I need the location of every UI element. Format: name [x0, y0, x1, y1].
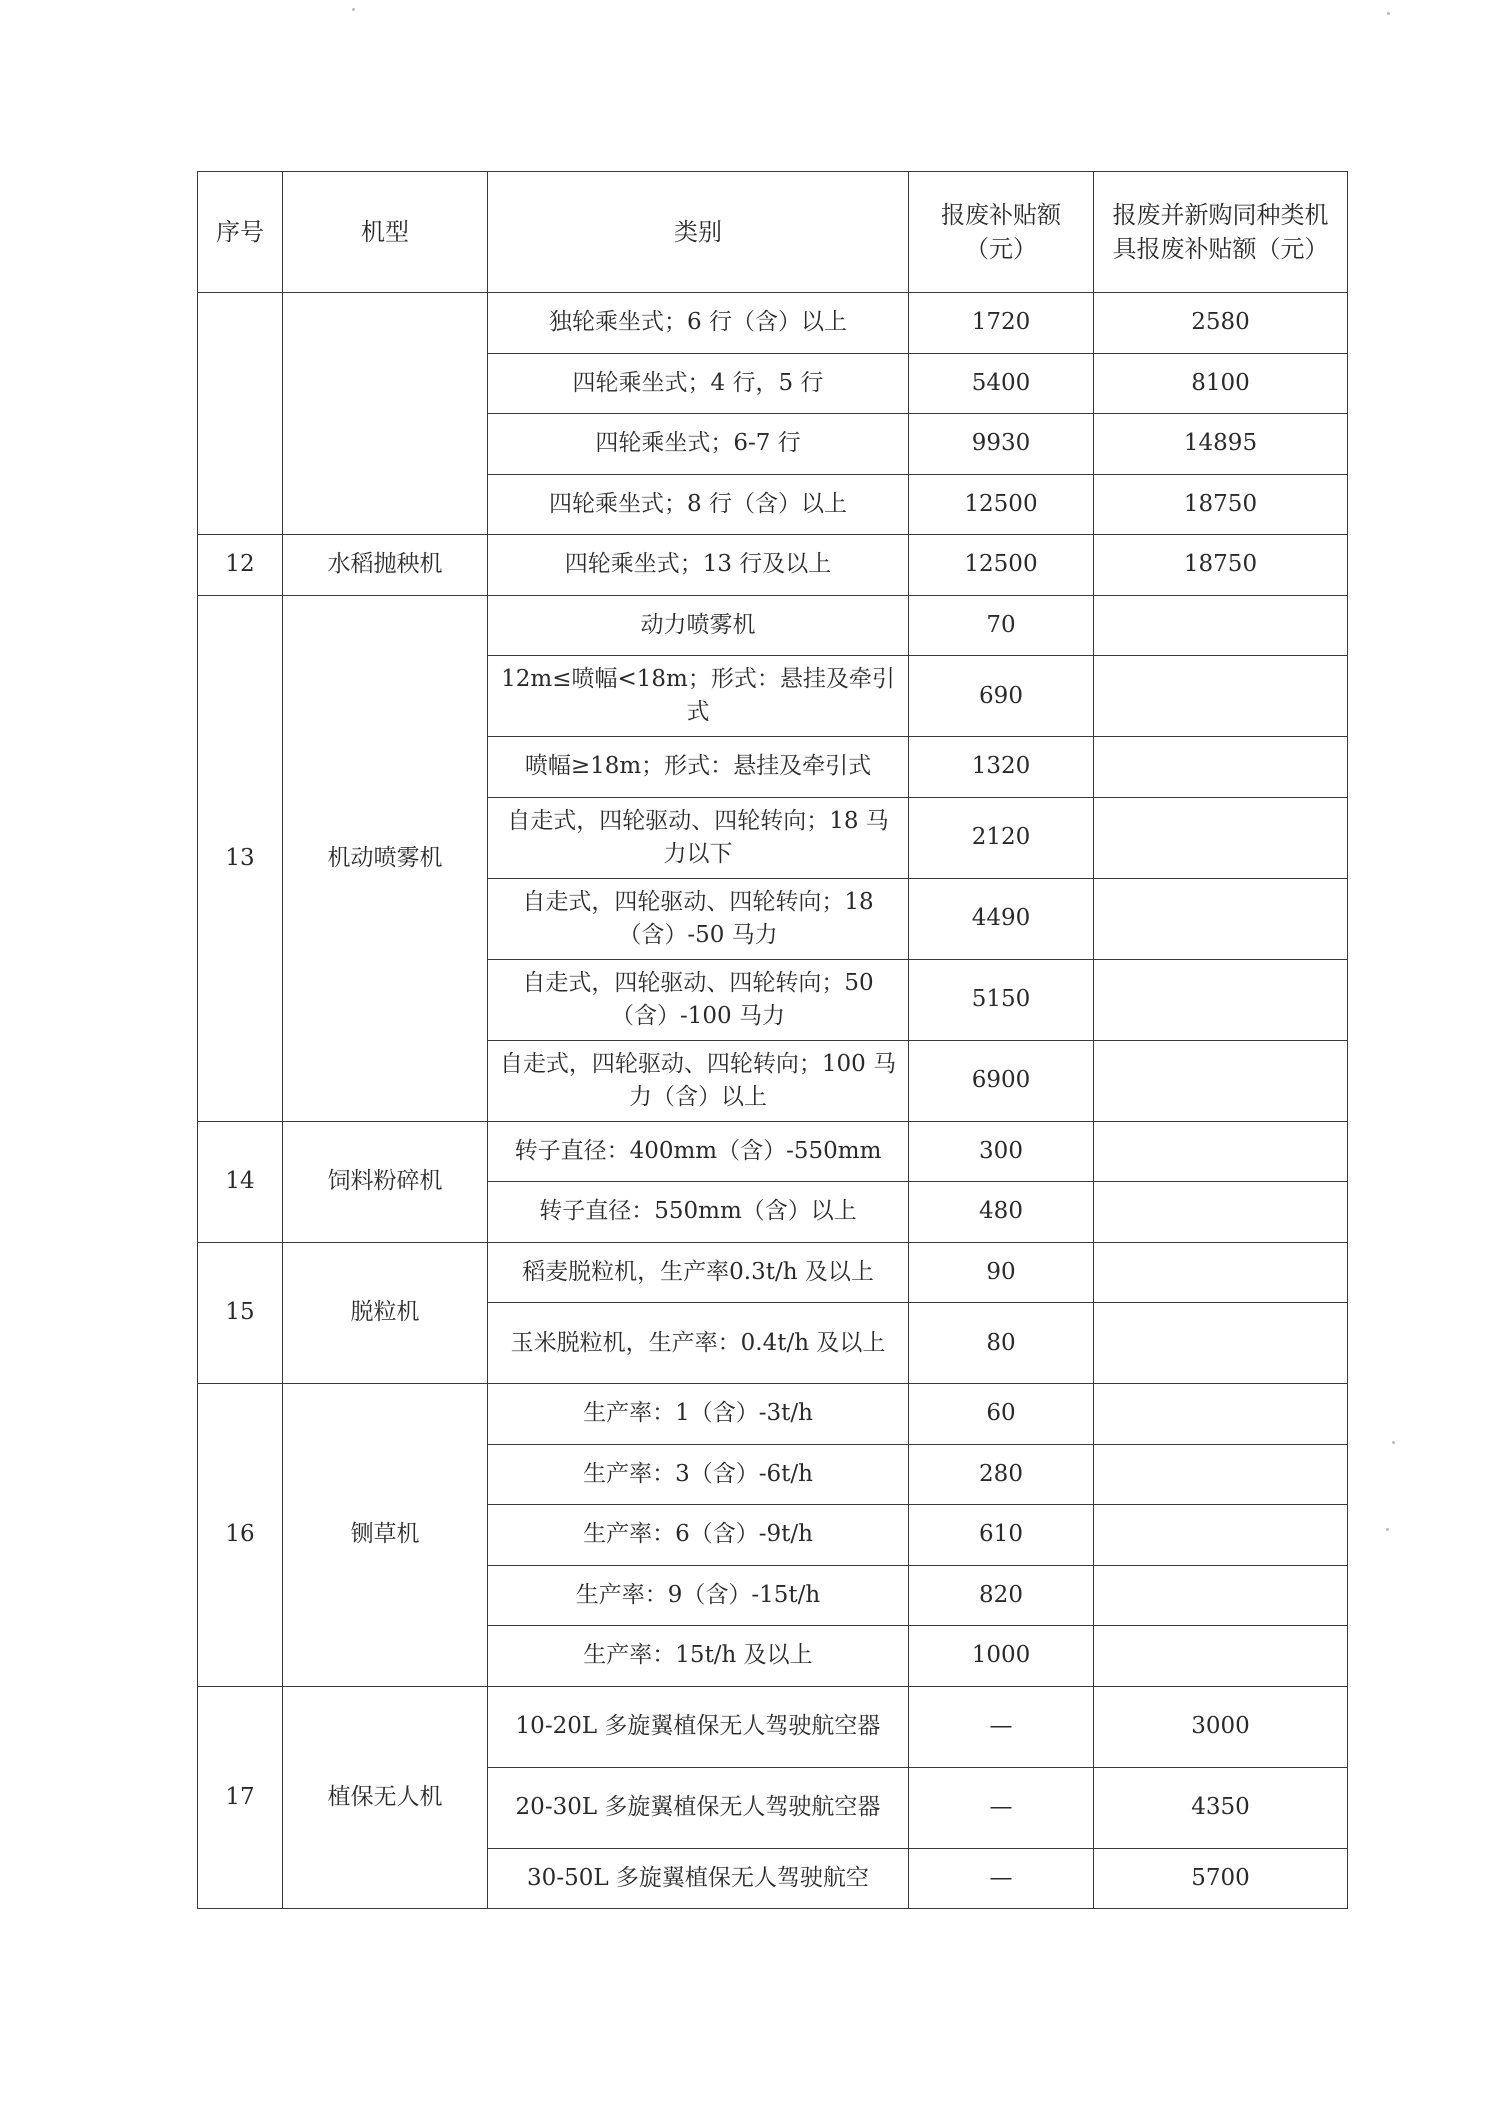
- table-row: [198, 595, 1348, 656]
- row-new: 18750: [1094, 474, 1348, 535]
- row-new: [1094, 1182, 1348, 1243]
- row-category: 四轮乘坐式；6-7 行: [488, 414, 909, 475]
- row-model: 水稻抛秧机: [283, 535, 488, 596]
- row-category: 独轮乘坐式；6 行（含）以上: [488, 293, 909, 354]
- row-category: 20-30L 多旋翼植保无人驾驶航空器: [488, 1767, 909, 1848]
- row-new: 2580: [1094, 293, 1348, 354]
- row-category: 12m≤喷幅<18m；形式：悬挂及牵引式: [488, 656, 909, 737]
- row-new: [1094, 737, 1348, 798]
- row-new: [1094, 656, 1348, 737]
- row-scrap: 70: [909, 595, 1094, 656]
- row-category: 喷幅≥18m；形式：悬挂及牵引式: [488, 737, 909, 798]
- row-scrap: 90: [909, 1242, 1094, 1303]
- row-scrap: 12500: [909, 535, 1094, 596]
- table-row: [198, 535, 1348, 596]
- table-row: [198, 1121, 1348, 1182]
- row-new: 18750: [1094, 535, 1348, 596]
- row-scrap: 12500: [909, 474, 1094, 535]
- row-category: 自走式，四轮驱动、四轮转向；18（含）-50 马力: [488, 878, 909, 959]
- row-scrap: —: [909, 1686, 1094, 1767]
- row-new: 14895: [1094, 414, 1348, 475]
- subsidy-table: [197, 171, 1348, 1909]
- row-new: [1094, 1121, 1348, 1182]
- row-model: [283, 293, 488, 535]
- row-category: 四轮乘坐式；13 行及以上: [488, 535, 909, 596]
- row-no: [198, 293, 283, 535]
- header-no: 序号: [198, 172, 283, 293]
- row-category: 转子直径：400mm（含）-550mm: [488, 1121, 909, 1182]
- row-model: 饲料粉碎机: [283, 1121, 488, 1242]
- row-new: [1094, 1384, 1348, 1445]
- row-new: [1094, 1040, 1348, 1121]
- row-scrap: 820: [909, 1565, 1094, 1626]
- row-new: [1094, 595, 1348, 656]
- row-scrap: 610: [909, 1505, 1094, 1566]
- table-row: [198, 293, 1348, 354]
- row-scrap: 1720: [909, 293, 1094, 354]
- row-new: 3000: [1094, 1686, 1348, 1767]
- table-row: [198, 1686, 1348, 1767]
- row-category: 稻麦脱粒机，生产率0.3t/h 及以上: [488, 1242, 909, 1303]
- row-no: 15: [198, 1242, 283, 1384]
- row-new: [1094, 959, 1348, 1040]
- row-scrap: 6900: [909, 1040, 1094, 1121]
- row-category: 玉米脱粒机，生产率：0.4t/h 及以上: [488, 1303, 909, 1384]
- scan-speck: [1387, 12, 1390, 15]
- table-row: [198, 1384, 1348, 1445]
- scan-speck: [352, 8, 355, 11]
- row-scrap: 80: [909, 1303, 1094, 1384]
- row-scrap: 4490: [909, 878, 1094, 959]
- header-row: [198, 172, 1348, 293]
- row-scrap: 480: [909, 1182, 1094, 1243]
- row-category: 四轮乘坐式；4 行，5 行: [488, 353, 909, 414]
- header-model: 机型: [283, 172, 488, 293]
- row-new: [1094, 1505, 1348, 1566]
- scan-speck: [1386, 1528, 1389, 1531]
- row-scrap: 5400: [909, 353, 1094, 414]
- row-new: 5700: [1094, 1848, 1348, 1909]
- header-scrap-subsidy: 报废补贴额（元）: [909, 172, 1094, 293]
- row-scrap: 1320: [909, 737, 1094, 798]
- row-category: 转子直径：550mm（含）以上: [488, 1182, 909, 1243]
- row-scrap: 1000: [909, 1626, 1094, 1687]
- header-category: 类别: [488, 172, 909, 293]
- row-model: 脱粒机: [283, 1242, 488, 1384]
- row-no: 16: [198, 1384, 283, 1687]
- row-category: 生产率：15t/h 及以上: [488, 1626, 909, 1687]
- row-new: [1094, 1565, 1348, 1626]
- row-new: [1094, 878, 1348, 959]
- row-scrap: 2120: [909, 797, 1094, 878]
- row-scrap: 300: [909, 1121, 1094, 1182]
- row-category: 生产率：9（含）-15t/h: [488, 1565, 909, 1626]
- row-no: 12: [198, 535, 283, 596]
- row-category: 生产率：1（含）-3t/h: [488, 1384, 909, 1445]
- row-model: 机动喷雾机: [283, 595, 488, 1121]
- header-scrap-new-subsidy: 报废并新购同种类机具报废补贴额（元）: [1094, 172, 1348, 293]
- row-scrap: 690: [909, 656, 1094, 737]
- row-scrap: —: [909, 1767, 1094, 1848]
- row-new: [1094, 1444, 1348, 1505]
- row-scrap: 60: [909, 1384, 1094, 1445]
- row-category: 30-50L 多旋翼植保无人驾驶航空: [488, 1848, 909, 1909]
- row-scrap: 9930: [909, 414, 1094, 475]
- row-new: [1094, 1626, 1348, 1687]
- row-category: 10-20L 多旋翼植保无人驾驶航空器: [488, 1686, 909, 1767]
- row-category: 四轮乘坐式；8 行（含）以上: [488, 474, 909, 535]
- row-no: 13: [198, 595, 283, 1121]
- row-category: 自走式，四轮驱动、四轮转向；100 马力（含）以上: [488, 1040, 909, 1121]
- row-new: [1094, 1242, 1348, 1303]
- row-category: 自走式，四轮驱动、四轮转向；50（含）-100 马力: [488, 959, 909, 1040]
- row-new: [1094, 797, 1348, 878]
- row-category: 动力喷雾机: [488, 595, 909, 656]
- row-no: 17: [198, 1686, 283, 1909]
- row-new: [1094, 1303, 1348, 1384]
- row-scrap: 5150: [909, 959, 1094, 1040]
- table-row: [198, 1242, 1348, 1303]
- row-scrap: 280: [909, 1444, 1094, 1505]
- row-model: 铡草机: [283, 1384, 488, 1687]
- row-new: 4350: [1094, 1767, 1348, 1848]
- row-scrap: —: [909, 1848, 1094, 1909]
- row-category: 自走式，四轮驱动、四轮转向；18 马力以下: [488, 797, 909, 878]
- row-new: 8100: [1094, 353, 1348, 414]
- row-no: 14: [198, 1121, 283, 1242]
- row-category: 生产率：3（含）-6t/h: [488, 1444, 909, 1505]
- row-category: 生产率：6（含）-9t/h: [488, 1505, 909, 1566]
- row-model: 植保无人机: [283, 1686, 488, 1909]
- scan-speck: [1392, 1441, 1395, 1444]
